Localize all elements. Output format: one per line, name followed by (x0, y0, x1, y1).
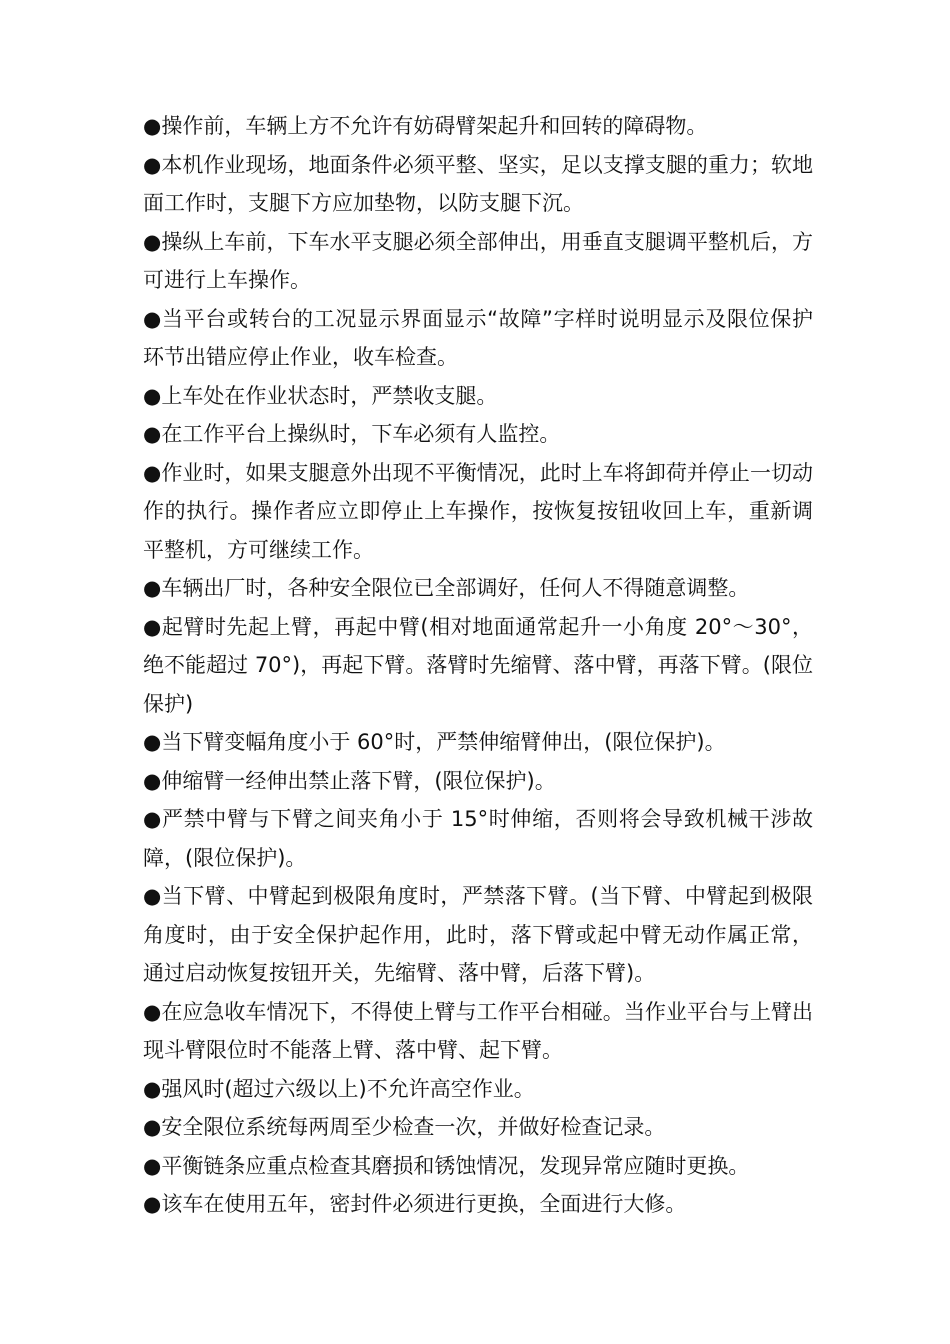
paragraph-text: ●本机作业现场，地面条件必须平整、坚实，足以支撑支腿的重力；软地面工作时，支腿下方应加垫物，以防支腿下沉。 (143, 152, 813, 215)
paragraph-text: ●当下臂变幅角度小于 60°时，严禁伸缩臂伸出，(限位保护)。 (143, 730, 726, 754)
paragraph-text: ●起臂时先起上臂，再起中臂(相对地面通常起升一小角度 20°～30°，绝不能超过 70°)，再起下臂。落臂时先缩臂、落中臂，再落下臂。(限位保护) (143, 614, 813, 716)
paragraph-11 (143, 762, 813, 801)
paragraph-14 (143, 993, 813, 1070)
paragraph-text: ●伸缩臂一经伸出禁止落下臂，(限位保护)。 (143, 768, 556, 793)
paragraph-text: ●在应急收车情况下，不得使上臂与工作平台相碰。当作业平台与上臂出现斗臂限位时不能落上臂、落中臂、起下臂。 (143, 999, 813, 1062)
paragraph-text: ●平衡链条应重点检查其磨损和锈蚀情况，发现异常应随时更换。 (143, 1153, 750, 1178)
paragraph-text: ●严禁中臂与下臂之间夹角小于 15°时伸缩，否则将会导致机械干涉故障，(限位保护)。 (143, 807, 813, 870)
paragraph-15 (143, 1070, 813, 1109)
paragraph-13 (143, 877, 813, 993)
paragraph-text: ●操纵上车前，下车水平支腿必须全部伸出，用垂直支腿调平整机后，方可进行上车操作。 (143, 229, 813, 292)
paragraph-text: ●当下臂、中臂起到极限角度时，严禁落下臂。(当下臂、中臂起到极限角度时，由于安全保护起作用，此时，落下臂或起中臂无动作属正常，通过启动恢复按钮开关，先缩臂、落中臂，后落下臂)。 (143, 884, 813, 985)
paragraph-9 (143, 608, 813, 724)
paragraph-8 (143, 569, 813, 608)
paragraph-12 (143, 800, 813, 877)
paragraph-text: ●车辆出厂时，各种安全限位已全部调好，任何人不得随意调整。 (143, 576, 750, 600)
paragraph-6 (143, 415, 813, 454)
paragraph-3 (143, 223, 813, 300)
paragraph-text: ●强风时(超过六级以上)不允许高空作业。 (143, 1076, 535, 1101)
paragraph-10 (143, 723, 813, 762)
paragraph-4 (143, 300, 813, 377)
safety-instructions-text (143, 107, 813, 1224)
paragraph-1 (143, 107, 813, 146)
paragraph-text: ●操作前，车辆上方不允许有妨碍臂架起升和回转的障碍物。 (143, 114, 708, 138)
paragraph-text: ●安全限位系统每两周至少检查一次，并做好检查记录。 (143, 1115, 666, 1139)
paragraph-16 (143, 1108, 813, 1147)
paragraph-text: ●上车处在作业状态时，严禁收支腿。 (143, 383, 498, 408)
paragraph-7 (143, 454, 813, 570)
paragraph-5 (143, 377, 813, 416)
paragraph-text: ●作业时，如果支腿意外出现不平衡情况，此时上车将卸荷并停止一切动作的执行。操作者应立即停止上车操作，按恢复按钮收回上车，重新调平整机，方可继续工作。 (143, 460, 813, 562)
paragraph-text: ●在工作平台上操纵时，下车必须有人监控。 (143, 422, 561, 446)
paragraph-17 (143, 1147, 813, 1186)
paragraph-text: ●该车在使用五年，密封件必须进行更换，全面进行大修。 (143, 1192, 687, 1216)
paragraph-18 (143, 1185, 813, 1224)
paragraph-text: ●当平台或转台的工况显示界面显示“故障”字样时说明显示及限位保护环节出错应停止作业，收车检查。 (143, 306, 813, 369)
paragraph-2 (143, 146, 813, 223)
